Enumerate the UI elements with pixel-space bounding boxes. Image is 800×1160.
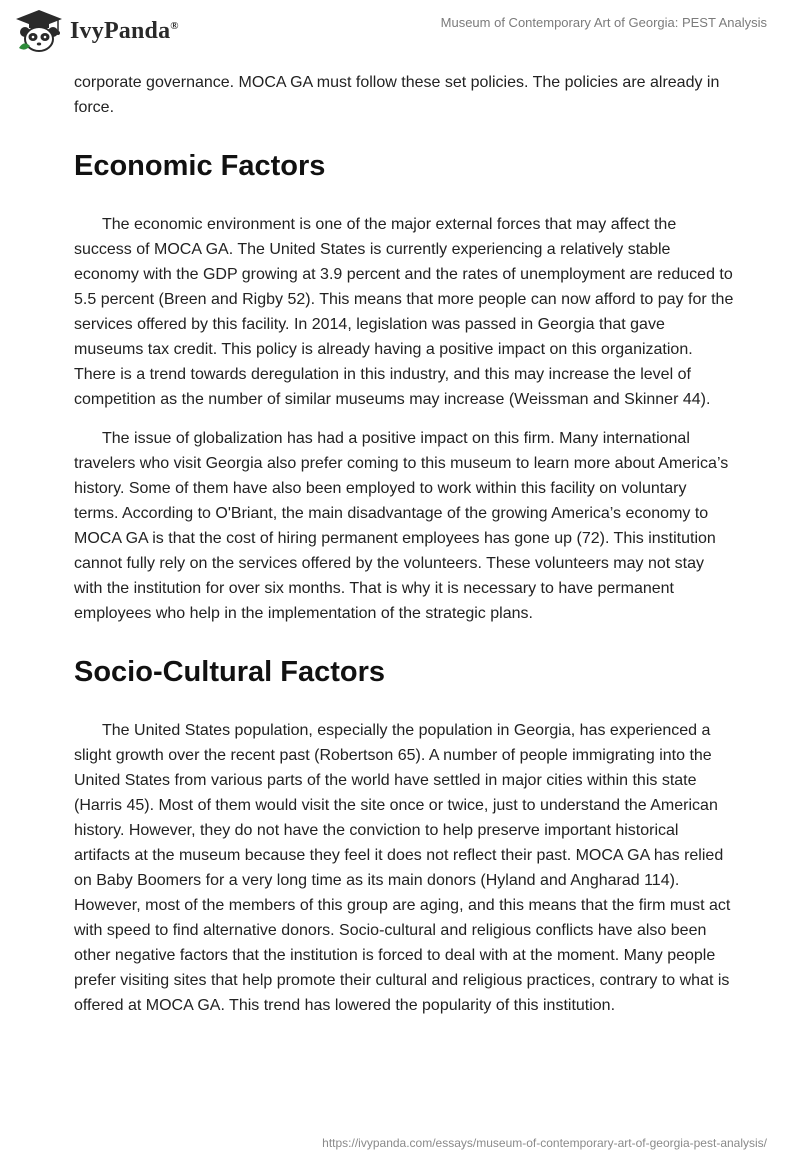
page-header [0, 0, 800, 64]
essay-body [74, 70, 734, 1018]
paragraph: The economic environment is one of the major external forces that may affect the success of MOCA GA. The United States is currently experiencing a relatively stable economy with the GDP growing at 3.9 percent and the rates of unemployment are reduced to 5.5 percent (Breen and Rigby 52). This means that more people can now afford to pay for the services offered by this facility. In 2014, legislation was passed in Georgia that gave museums tax credit. This policy is already having a positive impact on this organization. There is a trend towards deregulation in this industry, and this may increase the level of competition as the number of similar museums may increase (Weissman and Skinner 44). [74, 216, 734, 408]
intro-paragraph: corporate governance. MOCA GA must follow these set policies. The policies are already in force. [74, 74, 720, 116]
logo-wordmark: IvyPanda® [70, 17, 179, 44]
section-heading-economic: Economic Factors [74, 150, 326, 182]
paragraph: The United States population, especially the population in Georgia, has experienced a slight growth over the recent past (Robertson 65). A number of people immigrating into the United States from various parts of the world have settled in major cities within this state (Harris 45). Most of them would visit the site once or twice, just to understand the American history. However, they do not have the conviction to help preserve important historical artifacts at the museum because they feel it does not reflect their past. MOCA GA has relied on Baby Boomers for a very long time as its main donors (Hyland and Angharad 114). However, most of the members of this group are aging, and this means that the firm must act with speed to find alternative donors. Socio-cultural and religious conflicts have also been other negative factors that the institution is forced to deal with at the moment. Many people prefer visiting sites that help promote their cultural and religious practices, contrary to what is offered at MOCA GA. This trend has lowered the popularity of this institution. [74, 722, 731, 1014]
document-title: Museum of Contemporary Art of Georgia: PEST Analysis [440, 15, 767, 30]
panda-graduate-icon [14, 8, 64, 54]
section-heading-socio-cultural: Socio-Cultural Factors [74, 656, 385, 688]
ivypanda-logo[interactable] [14, 8, 179, 54]
source-url[interactable]: https://ivypanda.com/essays/museum-of-contemporary-art-of-georgia-pest-analysis/ [322, 1136, 767, 1150]
paragraph: The issue of globalization has had a positive impact on this firm. Many international travelers who visit Georgia also prefer coming to this museum to learn more about America’s history. Some of them have also been employed to work within this facility on voluntary terms. According to O'Briant, the main disadvantage of the growing America’s economy to MOCA GA is that the cost of hiring permanent employees has gone up (72). This institution cannot fully rely on the services offered by the volunteers. These volunteers may not stay with the institution for over six months. That is why it is necessary to have permanent employees who help in the implementation of the strategic plans. [74, 430, 729, 622]
